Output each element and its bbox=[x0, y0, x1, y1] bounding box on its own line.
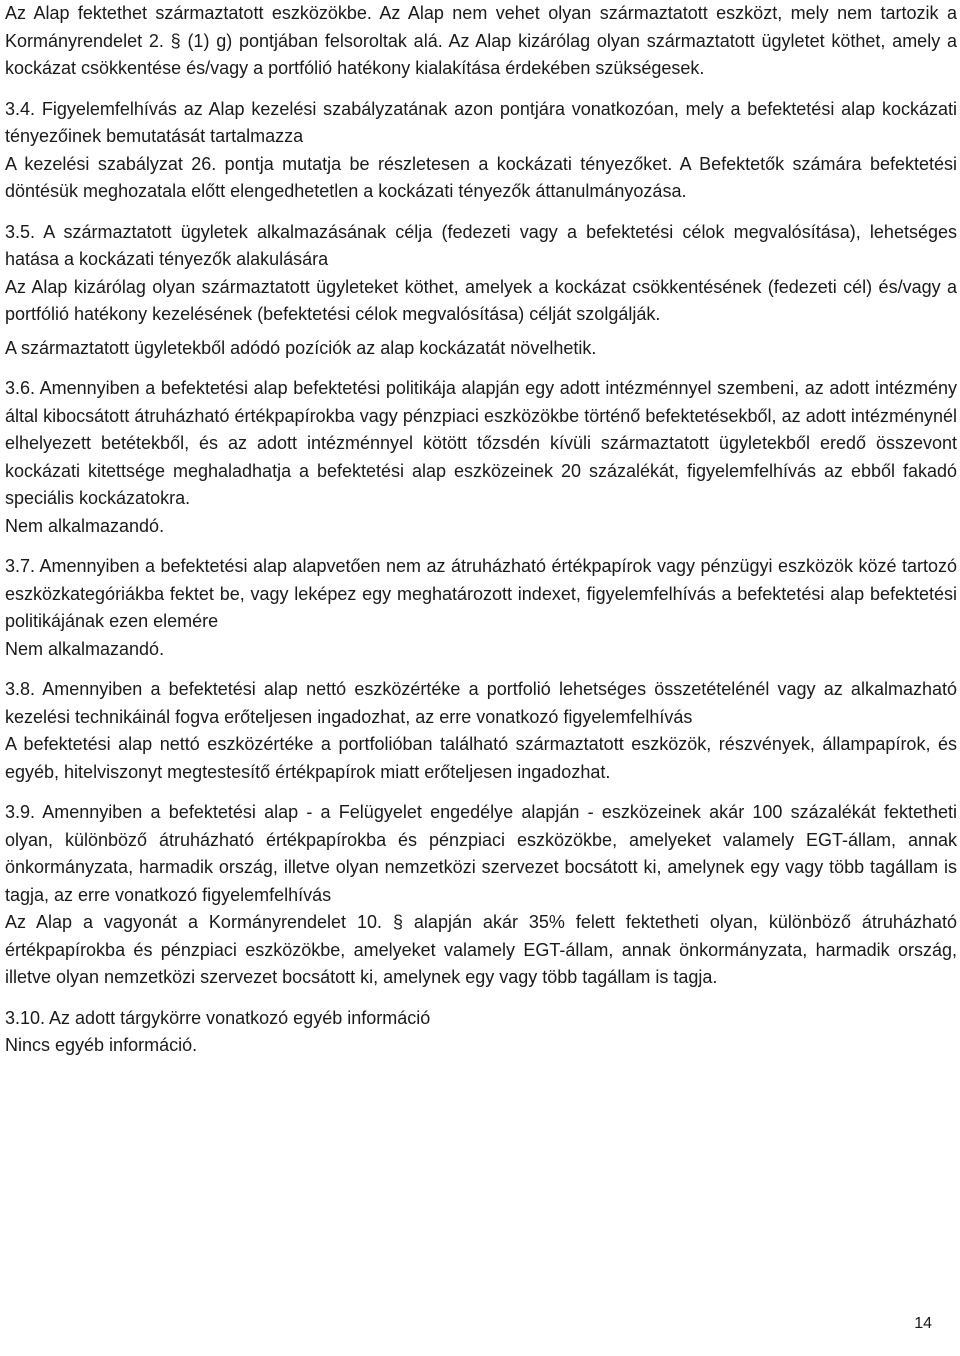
section-3-9-heading: 3.9. Amennyiben a befektetési alap - a Felügyelet engedélye alapján - eszközeinek akár 100 százalékát fektetheti olyan, különböző átruházható értékpapírokba és pénzpiaci eszközökbe, amelyeket valamely EGT-állam, annak önkormányzata, harmadik ország, illetve olyan nemzetközi szervezet bocsátott ki, amelynek egy vagy több tagállam is tagja, az erre vonatkozó figyelemfelhívás bbox=[5, 802, 957, 905]
section-3-4-body: A kezelési szabályzat 26. pontja mutatja be részletesen a kockázati tényezőket. A Befektetők számára befektetési döntésük meghozatala előtt elengedhetetlen a kockázati tényezők áttanulmányozása. bbox=[5, 153, 957, 201]
section-3-5-heading: 3.5. A származtatott ügyletek alkalmazásának célja (fedezeti vagy a befektetési célok megvalósítása), lehetséges hatása a kockázati tényezők alakulására bbox=[5, 221, 957, 269]
section-3-5-body: Az Alap kizárólag olyan származtatott ügyleteket köthet, amelyek a kockázat csökkentésének (fedezeti cél) és/vagy a portfólió hatékony kezelésének (befektetési célok megvalósítása) célját szolgálják. bbox=[5, 276, 957, 324]
section-3-9-body: Az Alap a vagyonát a Kormányrendelet 10. § alapján akár 35% felett fektetheti olyan, különböző átruházható értékpapírokba és pénzpiaci eszközökbe, amelyeket valamely EGT-állam, annak önkormányzata, harmadik ország, illetve olyan nemzetközi szervezet bocsátott ki, amelynek egy vagy több tagállam is tagja. bbox=[5, 912, 957, 987]
page-number: 14 bbox=[914, 1315, 932, 1332]
section-3-6-body: Nem alkalmazandó. bbox=[5, 515, 165, 536]
section-3-10-heading: 3.10. Az adott tárgykörre vonatkozó egyéb információ bbox=[5, 1007, 431, 1028]
section-3-10-body: Nincs egyéb információ. bbox=[5, 1035, 198, 1055]
intro-paragraph: Az Alap fektethet származtatott eszközökbe. Az Alap nem vehet olyan származtatott eszközt, mely nem tartozik a Kormányrendelet 2. § (1) g) pontjában felsoroltak alá. Az Alap kizárólag olyan származtatott ügyletet köthet, amely a kockázat csökkentése és/vagy a portfólió hatékony kialakítása érdekében szükségesek. bbox=[5, 3, 957, 78]
section-3-4-heading: 3.4. Figyelemfelhívás az Alap kezelési szabályzatának azon pontjára vonatkozóan, mely a befektetési alap kockázati tényezőinek bemutatását tartalmazza bbox=[5, 98, 957, 146]
section-3-7-heading: 3.7. Amennyiben a befektetési alap alapvetően nem az átruházható értékpapírok vagy pénzügyi eszközök közé tartozó eszközkategóriákba fektet be, vagy leképez egy meghatározott indexet, figyelemfelhívás a befektetési alap befektetési politikájának ezen elemére bbox=[5, 556, 957, 631]
document-page bbox=[5, 0, 957, 1060]
section-3-8-body: A befektetési alap nettó eszközértéke a portfolióban található származtatott eszközök, részvények, állampapírok, és egyéb, hitelviszonyt megtestesítő értékpapírok miatt erőteljesen ingadozhat. bbox=[5, 734, 957, 782]
section-3-8-heading: 3.8. Amennyiben a befektetési alap nettó eszközértéke a portfolió lehetséges összetételénél vagy az alkalmazható kezelési technikáinál fogva erőteljesen ingadozhat, az erre vonatkozó figyelemfelhívás bbox=[5, 679, 957, 727]
section-3-6-heading: 3.6. Amennyiben a befektetési alap befektetési politikája alapján egy adott intézménnyel szembeni, az adott intézmény által kibocsátott átruházható értékpapírokba vagy pénzpiaci eszközökbe történő befektetésekből, az adott intézménynél elhelyezett betétekből, és az adott intézménnyel kötött tőzsdén kívüli származtatott ügyletekből eredő összevont kockázati kitettsége meghaladhatja a befektetési alap eszközeinek 20 százalékát, figyelemfelhívás az ebből fakadó speciális kockázatokra. bbox=[5, 378, 957, 508]
section-3-7-body: Nem alkalmazandó. bbox=[5, 638, 165, 659]
section-3-5-body-2: A származtatott ügyletekből adódó pozíciók az alap kockázatát növelhetik. bbox=[5, 337, 597, 358]
